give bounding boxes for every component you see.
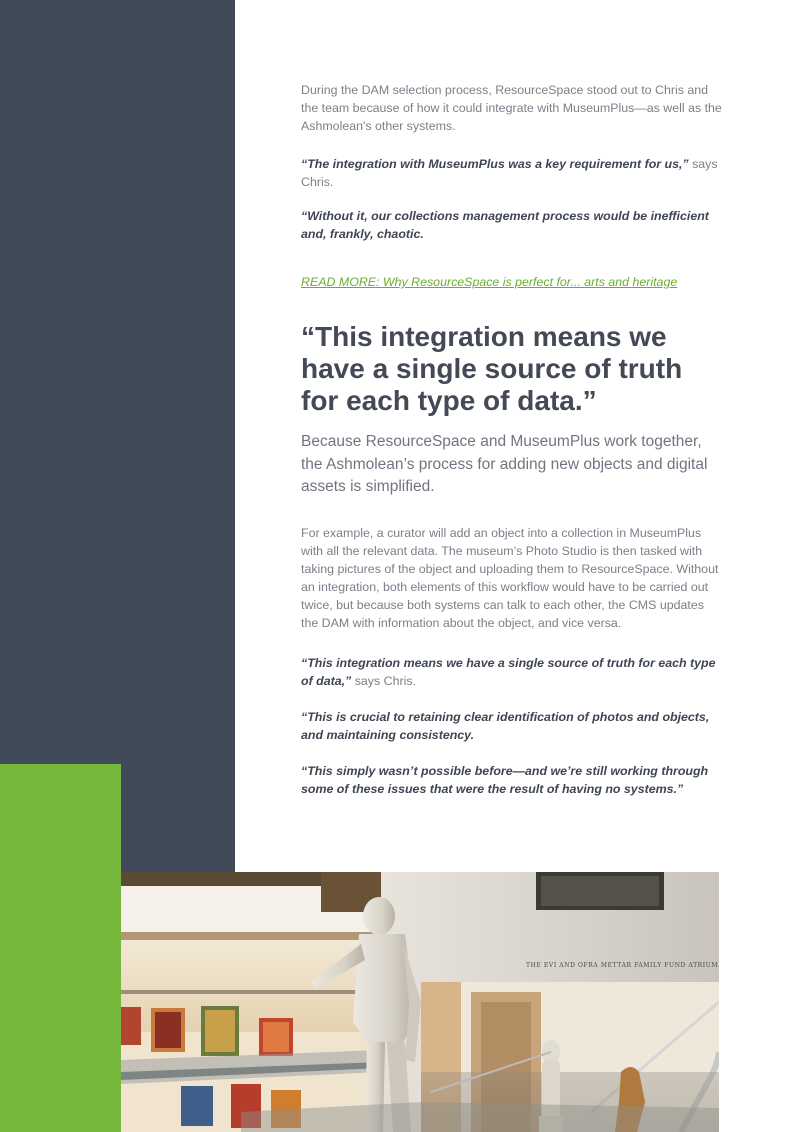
quote-text: “The integration with MuseumPlus was a key requirement for us,”	[301, 157, 689, 171]
quote-attribution: says Chris.	[351, 673, 416, 688]
intro-paragraph: During the DAM selection process, ResourceSpace stood out to Chris and the team because of how it could integrate with MuseumPlus—as well as the Ashmolean's other systems.	[301, 83, 722, 133]
quote-integration-requirement	[301, 155, 723, 191]
headline-quote: “This integration means we have a single source of truth for each type of data.”	[301, 321, 683, 416]
museum-atrium-photo	[121, 872, 719, 1132]
article-content	[301, 81, 723, 798]
quote-without-it: “Without it, our collections management process would be inefficient and, frankly, chaotic.	[301, 209, 709, 241]
body-paragraph: For example, a curator will add an object into a collection in MuseumPlus with all the relevant data. The museum’s Photo Studio is then tasked with taking pictures of the object and uploading them to ResourceSpace. Without an integration, both elements of this workflow would have to be carried out twice, but because both systems can talk to each other, the CMS updates the DAM with information about the object, and vice versa.	[301, 525, 719, 630]
quote-single-source	[301, 654, 723, 690]
accent-band	[0, 764, 121, 1132]
lead-paragraph: Because ResourceSpace and MuseumPlus work together, the Ashmolean’s process for adding new objects and digital assets is simplified.	[301, 433, 708, 495]
quote-text: “This integration means we have a single source of truth for each type of data,”	[301, 655, 716, 688]
read-more-link[interactable]: READ MORE: Why ResourceSpace is perfect for... arts and heritage	[301, 275, 678, 289]
quote-attribution: says Chris.	[301, 157, 718, 189]
quote-crucial: “This is crucial to retaining clear identification of photos and objects, and maintaining consistency.	[301, 709, 710, 742]
quote-not-possible: “This simply wasn’t possible before—and we’re still working through some of these issues that were the result of having no systems.”	[301, 763, 709, 796]
atrium-sign: THE EVI AND OFRA METTAR FAMILY FUND ATRIUM	[526, 962, 719, 969]
